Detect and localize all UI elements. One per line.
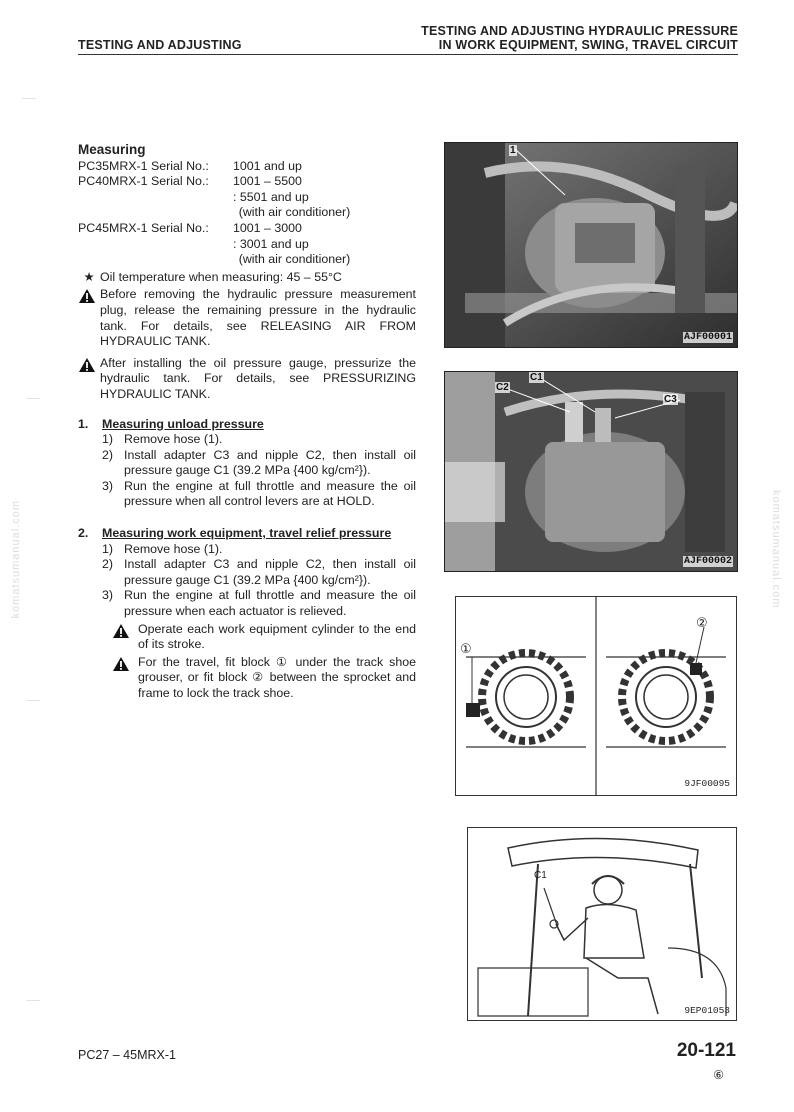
callout-label: C3 [664, 394, 677, 405]
warning-note [78, 655, 416, 702]
sub-step-number: 3) [102, 588, 114, 603]
sub-step [78, 588, 416, 619]
revision-mark: ⑥ [713, 1068, 724, 1082]
serial-value: 1001 and up [233, 158, 302, 173]
sub-step-number: 1) [102, 541, 114, 556]
serial-value: 1001 – 3000 [233, 220, 302, 235]
figure-code: AJF00002 [683, 556, 732, 567]
operator-illustration [468, 828, 736, 1020]
figure-pump-photo [444, 142, 738, 348]
sub-step [78, 542, 416, 558]
callout-label: 1 [510, 145, 516, 156]
serial-model [78, 205, 231, 221]
serial-table [78, 159, 416, 268]
header-right-title [421, 24, 738, 52]
sub-step-number: 1) [102, 432, 114, 447]
step-relief-pressure [78, 526, 416, 702]
header-left-title: TESTING AND ADJUSTING [78, 38, 242, 52]
warning-note [78, 356, 416, 403]
text-column [78, 142, 416, 702]
warning-triangle-icon [78, 288, 100, 309]
sub-step-number: 2) [102, 447, 114, 462]
serial-value: 1001 – 5500 [233, 174, 302, 189]
serial-value: : 3001 and up [233, 236, 309, 251]
sub-step [78, 479, 416, 510]
serial-row [78, 205, 416, 221]
sub-step [78, 432, 416, 448]
callout-label: C2 [496, 382, 509, 393]
warning-text: Operate each work equipment cylinder to the end of its stroke. [138, 621, 416, 652]
step-title: Measuring unload pressure [102, 416, 264, 431]
track-block-diagram [456, 597, 736, 795]
serial-row [78, 159, 416, 175]
step-heading [78, 417, 416, 433]
serial-value: (with air conditioner) [238, 205, 351, 220]
watermark-left: komatsumanual.com [10, 500, 22, 619]
gauge-photo-illustration [445, 372, 737, 571]
warning-text: After installing the oil pressure gauge, pressurize the hydraulic tank. For details, see PRESSURIZING HYDRAULIC TANK. [100, 355, 416, 401]
warning-triangle-icon [78, 357, 100, 378]
margin-mark: ······· [26, 396, 40, 402]
serial-model [78, 190, 233, 206]
serial-row [78, 174, 416, 190]
callout-label: C1 [530, 372, 543, 383]
callout-label: ① [460, 641, 472, 656]
sub-step-text: Remove hose (1). [124, 432, 223, 447]
callout-label: C1 [534, 870, 547, 881]
star-icon: ★ [83, 269, 95, 284]
step-number: 2. [78, 526, 89, 541]
oil-temp-note [78, 270, 416, 286]
sub-step-text: Run the engine at full throttle and measure the oil pressure when each actuator is relieved. [124, 588, 416, 619]
measuring-title: Measuring [78, 142, 146, 157]
serial-row [78, 221, 416, 237]
step-number: 1. [78, 416, 89, 431]
serial-model: PC45MRX-1 Serial No.: [78, 220, 209, 235]
warning-text: For the travel, fit block ① under the track shoe grouser, or fit block ② between the sprocket and frame to lock the track shoe. [138, 654, 416, 700]
figure-track-blocks [455, 596, 737, 796]
sub-step-text: Install adapter C3 and nipple C2, then install oil pressure gauge C1 (39.2 MPa {400 kg/cm²}). [124, 557, 416, 587]
warning-note [78, 622, 416, 653]
serial-row [78, 237, 416, 253]
sub-step-number: 3) [102, 478, 114, 493]
warning-triangle-icon [112, 656, 138, 702]
step-title: Measuring work equipment, travel relief pressure [102, 526, 392, 541]
oil-temp-text: Oil temperature when measuring: 45 – 55°C [100, 269, 342, 284]
serial-value: : 5501 and up [233, 189, 309, 204]
sub-step [78, 557, 416, 588]
margin-mark: ······· [26, 998, 40, 1004]
margin-mark: ······· [22, 96, 36, 102]
pump-photo-illustration [445, 143, 737, 347]
footer-model: PC27 – 45MRX-1 [78, 1048, 176, 1062]
serial-row [78, 190, 416, 206]
sub-step-number: 2) [102, 557, 114, 572]
figure-gauge-photo [444, 371, 738, 572]
warning-triangle-icon [112, 623, 138, 653]
serial-model: PC40MRX-1 Serial No.: [78, 174, 209, 189]
serial-model: PC35MRX-1 Serial No.: [78, 158, 209, 173]
figure-code: 9JF00095 [684, 778, 730, 789]
serial-model [78, 252, 231, 268]
sub-step-text: Run the engine at full throttle and measure the oil pressure when all control levers are at HOLD. [124, 478, 416, 509]
sub-step-text: Install adapter C3 and nipple C2, then install oil pressure gauge C1 (39.2 MPa {400 kg/cm²}). [124, 447, 416, 478]
step-unload-pressure [78, 417, 416, 511]
warning-note [78, 287, 416, 349]
step-heading [78, 526, 416, 542]
header-rule [78, 54, 738, 55]
figure-operator [467, 827, 737, 1021]
page-number: 20-121 [676, 1040, 736, 1061]
figure-code: AJF00001 [683, 332, 732, 343]
warning-text: Before removing the hydraulic pressure measurement plug, release the remaining pressure in the hydraulic tank. For details, see RELEASING AIR FROM HYDRAULIC TANK. [100, 287, 416, 349]
sub-step-text: Remove hose (1). [124, 541, 223, 556]
serial-value: (with air conditioner) [238, 252, 351, 267]
figure-code: 9EP01053 [684, 1005, 730, 1016]
header-right-line1: TESTING AND ADJUSTING HYDRAULIC PRESSURE [421, 24, 738, 38]
serial-row [78, 252, 416, 268]
callout-label: ② [696, 615, 708, 630]
margin-mark: ······· [26, 698, 40, 704]
header-right-line2: IN WORK EQUIPMENT, SWING, TRAVEL CIRCUIT [438, 38, 738, 52]
sub-step [78, 448, 416, 479]
watermark-right: komatsumanual.com [770, 490, 782, 609]
serial-model [78, 237, 233, 253]
